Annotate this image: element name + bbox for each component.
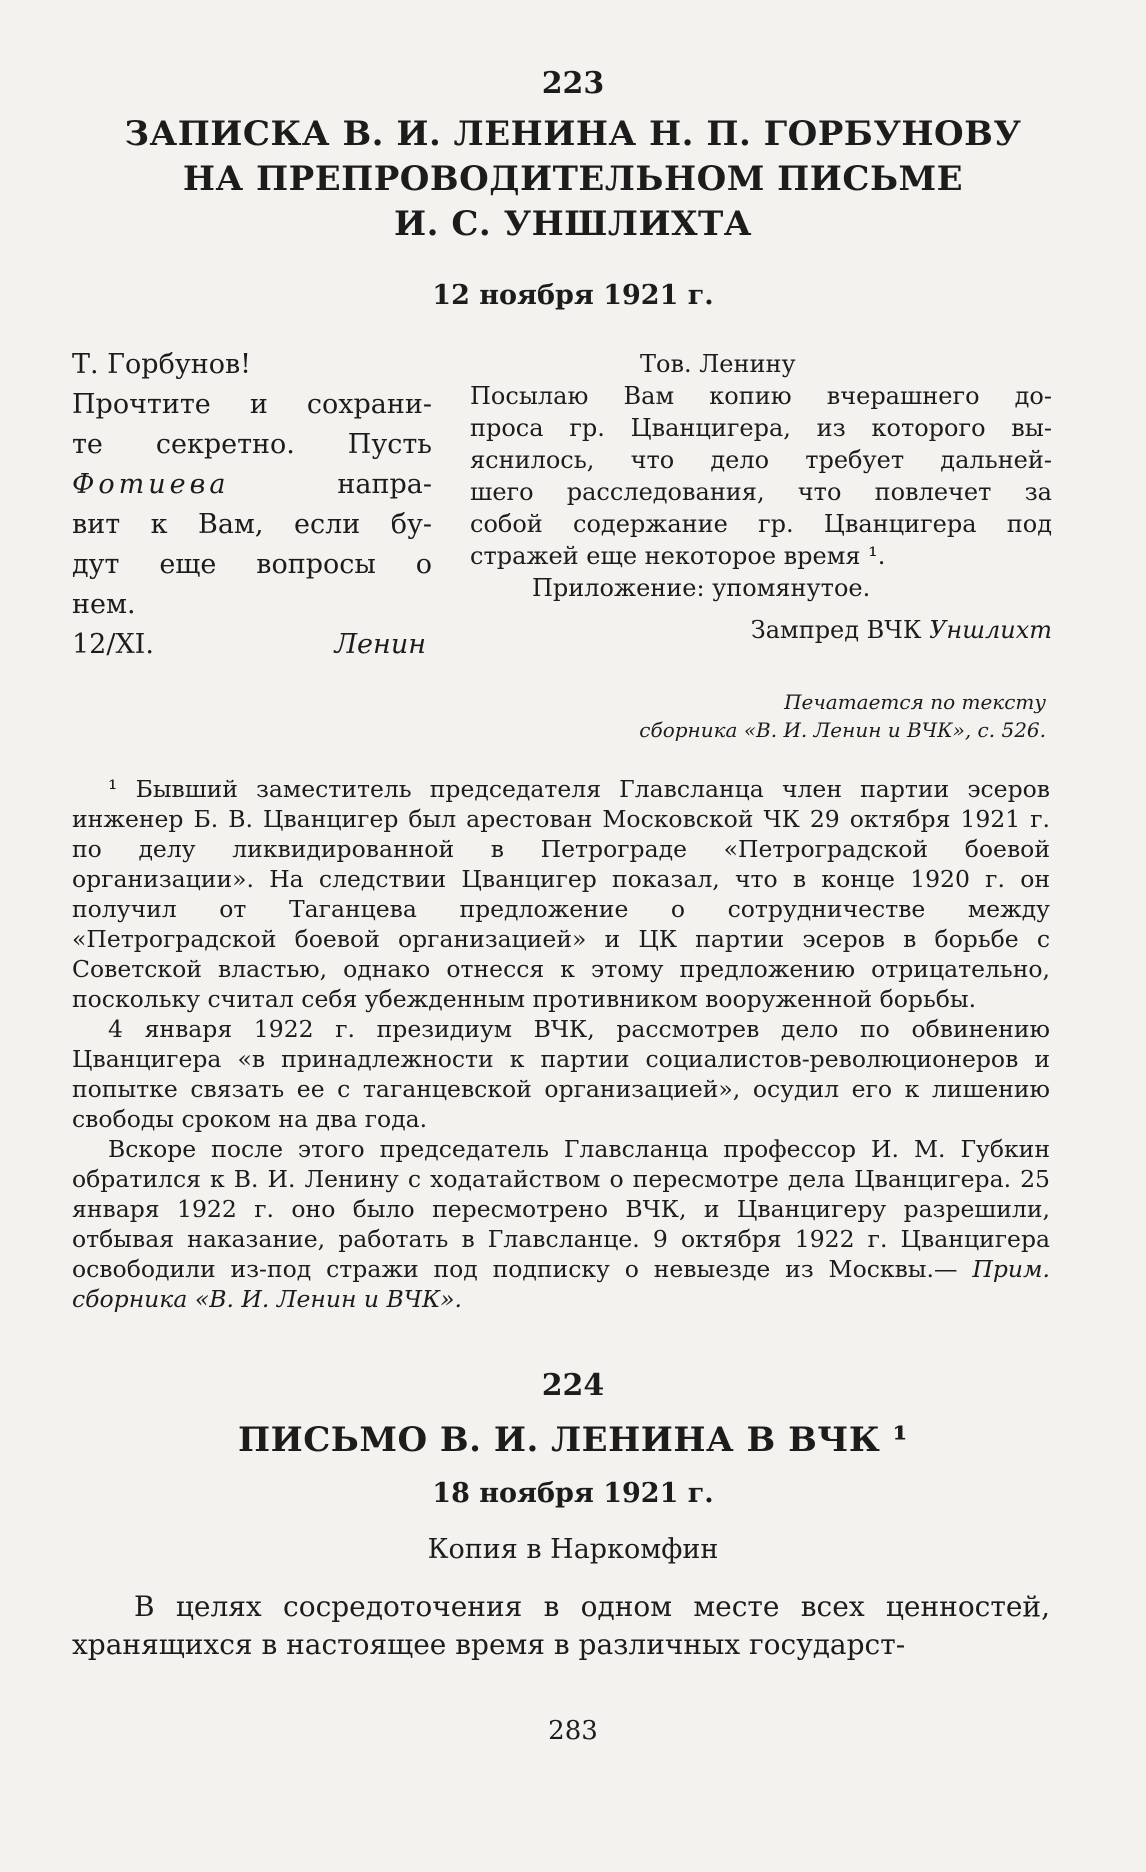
letter-line-6: стражей еще некоторое время ¹. xyxy=(470,542,886,570)
letter-line-1: Посылаю Вам копию вчерашнего до- xyxy=(470,382,1052,410)
document-number-224: 224 xyxy=(541,1368,605,1403)
note-greeting: Т. Горбунов! xyxy=(72,349,252,380)
letter-signature xyxy=(470,614,1052,646)
title-line-2: НА ПРЕПРОВОДИТЕЛЬНОМ ПИСЬМЕ xyxy=(182,159,964,199)
note-line-2: те секретно. Пусть xyxy=(72,429,432,460)
letter-line-4: шего расследования, что повлечет за xyxy=(470,478,1052,506)
page-number: 283 xyxy=(548,1716,598,1746)
copy-note-224: Копия в Наркомфин xyxy=(427,1534,719,1565)
letter-line-2: проса гр. Цванцигера, из которого вы- xyxy=(470,414,1052,442)
footnote-paragraph-2: 4 января 1922 г. президиум ВЧК, рассмотрев дело по обвинению Цванцигера «в принадлежности к партии социалистов-революционеров и попытке связать ее с таганцевской организацией», осудил его к лишению свободы сроком на два года. xyxy=(72,1015,1050,1133)
document-title-223 xyxy=(0,112,1146,247)
footnote-paragraph-1: ¹ Бывший заместитель председателя Главсланца член партии эсеров инженер Б. В. Цванцигер был арестован Московской ЧК 29 октября 1921 г. по делу ликвидированной в Петрограде «Петроградской боевой организации». На следствии Цванцигер показал, что в конце 1920 г. он получил от Таганцева предложение о сотрудничестве между «Петроградской боевой организацией» и ЦК партии эсеров в борьбе с Советской властью, однако отнесся к этому предложению отрицательно, поскольку считал себя убежденным противником вооруженной борьбы. xyxy=(72,775,1050,1013)
note-line-6: нем. xyxy=(72,589,136,620)
source-line-1: Печатается по тексту xyxy=(784,690,1046,714)
document-title-224: ПИСЬМО В. И. ЛЕНИНА В ВЧК ¹ xyxy=(237,1420,909,1460)
document-body-224: В целях сосредоточения в одном месте всех ценностей, хранящихся в настоящее время в различных государст- xyxy=(72,1590,1050,1661)
title-line-1: ЗАПИСКА В. И. ЛЕНИНА Н. П. ГОРБУНОВУ xyxy=(124,114,1022,154)
title-line-3: И. С. УНШЛИХТА xyxy=(394,204,752,244)
letter-line-5: собой содержание гр. Цванцигера под xyxy=(470,510,1052,538)
footnote-223 xyxy=(72,774,1050,1314)
letter-line-3: яснилось, что дело требует дальней- xyxy=(470,446,1052,474)
note-signature: Ленин xyxy=(334,629,426,660)
note-line-5: дут еще вопросы о xyxy=(72,549,432,580)
source-line-2: сборника «В. И. Ленин и ВЧК», с. 526. xyxy=(639,718,1046,742)
footnote-paragraph-3 xyxy=(72,1134,1050,1314)
letter-sign-title: Зампред ВЧК xyxy=(750,616,922,644)
letter-sign-name: Уншлихт xyxy=(929,616,1052,644)
lenin-note xyxy=(72,345,432,665)
note-line-3 xyxy=(72,465,432,505)
note-sign-row xyxy=(72,625,432,665)
footnote-editor-note: Прим. сборника «В. И. Ленин и ВЧК». xyxy=(72,1255,1050,1313)
letter-attachment: Приложение: упомянутое. xyxy=(532,574,871,602)
unshlikht-letter xyxy=(470,348,1052,646)
note-line-3-rest: напра- xyxy=(337,469,432,500)
note-line-4: вит к Вам, если бу- xyxy=(72,509,432,540)
document-number-223: 223 xyxy=(541,66,605,101)
document-date-224: 18 ноября 1921 г. xyxy=(432,1478,714,1509)
note-name-fotieva: Фотиева xyxy=(72,469,230,500)
letter-addressee: Тов. Ленину xyxy=(640,350,796,378)
source-note xyxy=(486,688,1046,744)
note-date: 12/XI. xyxy=(72,629,154,660)
note-line-1: Прочтите и сохрани- xyxy=(72,389,432,420)
document-date-223: 12 ноября 1921 г. xyxy=(432,280,714,311)
footnote-paragraph-3-text: Вскоре после этого председатель Главсланца профессор И. М. Губкин обратился к В. И. Ленину с ходатайством о пересмотре дела Цванцигера. 25 января 1922 г. оно было пересмотрено ВЧК, и Цванцигеру разрешили, отбывая наказание, работать в Главсланце. 9 октября 1922 г. Цванцигера освободили из-под стражи под подписку о невыезде из Москвы.— xyxy=(72,1135,1050,1283)
